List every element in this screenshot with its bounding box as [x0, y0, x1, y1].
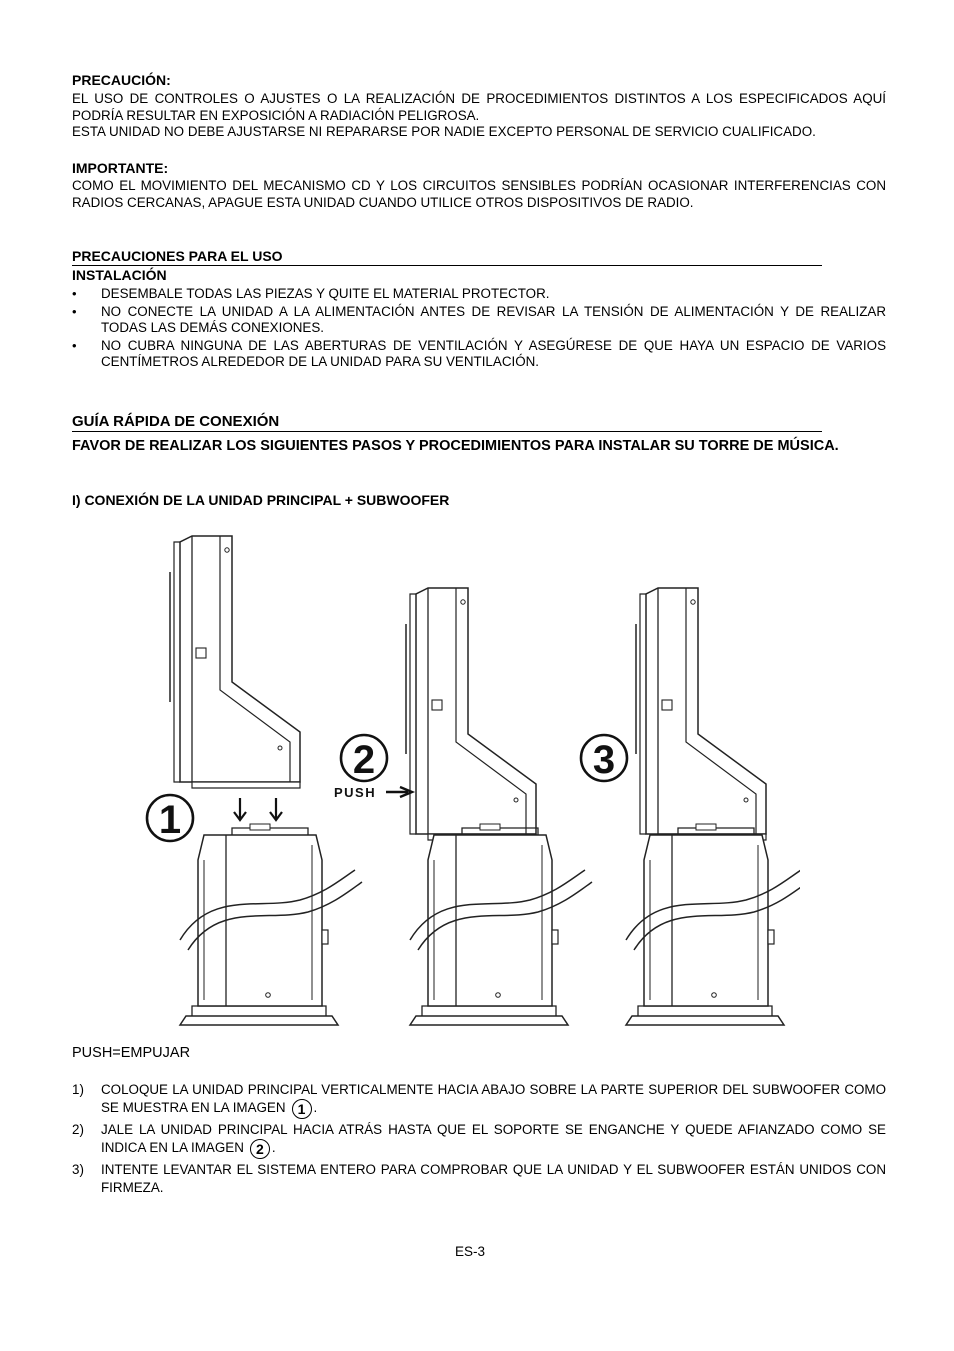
- page-number: ES-3: [454, 1244, 485, 1259]
- step-text: JALE LA UNIDAD PRINCIPAL HACIA ATRÁS HASTA QUE EL SOPORTE SE ENGANCHE Y QUEDE AFIANZADO COMO SE INDICA EN LA IMAGEN: [101, 1122, 886, 1155]
- down-arrow-icon: [270, 798, 282, 820]
- list-item: [72, 1081, 886, 1119]
- step-ref-badge: 1: [292, 1099, 312, 1119]
- precauciones-uso-heading: PRECAUCIONES PARA EL USO: [72, 248, 822, 266]
- importante-heading: IMPORTANTE:: [72, 160, 169, 176]
- list-item: • NO CUBRA NINGUNA DE LAS ABERTURAS DE VENTILACIÓN Y ASEGÚRESE DE QUE HAYA UN ESPACIO DE VARIOS CENTÍMETROS ALREDEDOR DE LA UNIDAD PARA SU VENTILACIÓN.: [72, 338, 886, 371]
- step-end: .: [313, 1100, 318, 1115]
- down-arrow-icon: [234, 798, 246, 820]
- assembly-figure: [140, 530, 800, 1040]
- guia-heading: GUÍA RÁPIDA DE CONEXIÓN: [72, 413, 822, 432]
- push-arrow-icon: [386, 787, 412, 797]
- step-2-number: 2: [352, 738, 376, 782]
- list-item: [72, 1121, 886, 1159]
- precaucion-heading: PRECAUCIÓN:: [72, 72, 171, 88]
- step-text: COLOQUE LA UNIDAD PRINCIPAL VERTICALMENTE HACIA ABAJO SOBRE LA PARTE SUPERIOR DEL SUBWOOFER COMO SE MUESTRA EN LA IMAGEN: [101, 1082, 886, 1115]
- instalacion-list: [72, 286, 886, 372]
- step-end: .: [271, 1140, 276, 1155]
- step-number: 3): [72, 1162, 84, 1177]
- list-item: • NO CONECTE LA UNIDAD A LA ALIMENTACIÓN ANTES DE REVISAR LA TENSIÓN DE ALIMENTACIÓN Y DE REALIZAR TODAS LAS DEMÁS CONEXIONES.: [72, 304, 886, 337]
- list-item: • DESEMBALE TODAS LAS PIEZAS Y QUITE EL MATERIAL PROTECTOR.: [72, 286, 886, 303]
- step-text: INTENTE LEVANTAR EL SISTEMA ENTERO PARA COMPROBAR QUE LA UNIDAD Y EL SUBWOOFER ESTÁN UNIDOS CON FIRMEZA.: [101, 1162, 886, 1195]
- step-3-number: 3: [592, 738, 616, 782]
- step-number: 1): [72, 1082, 84, 1097]
- push-legend: PUSH=EMPUJAR: [72, 1045, 191, 1061]
- step-ref-badge: 2: [250, 1139, 270, 1159]
- guia-intro: FAVOR DE REALIZAR LOS SIGUIENTES PASOS Y PROCEDIMIENTOS PARA INSTALAR SU TORRE DE MÚSICA.: [72, 438, 839, 454]
- instalacion-heading: INSTALACIÓN: [72, 267, 167, 283]
- step-1-number: 1: [158, 798, 182, 842]
- precaucion-text-2: ESTA UNIDAD NO DEBE AJUSTARSE NI REPARARSE POR NADIE EXCEPTO PERSONAL DE SERVICIO CUALIFICADO.: [72, 124, 816, 139]
- section-heading: I) CONEXIÓN DE LA UNIDAD PRINCIPAL + SUBWOOFER: [72, 492, 450, 508]
- importante-text: COMO EL MOVIMIENTO DEL MECANISMO CD Y LOS CIRCUITOS SENSIBLES PODRÍAN OCASIONAR INTERFERENCIAS CON RADIOS CERCANAS, APAGUE ESTA UNIDAD CUANDO UTILICE OTROS DISPOSITIVOS DE RADIO.: [72, 178, 886, 210]
- precaucion-text-1: EL USO DE CONTROLES O AJUSTES O LA REALIZACIÓN DE PROCEDIMIENTOS DISTINTOS A LOS ESPECIFICADOS AQUÍ PODRÍA RESULTAR EN EXPOSICIÓN A RADIACIÓN PELIGROSA.: [72, 91, 886, 123]
- steps-list: [72, 1081, 886, 1199]
- push-label: PUSH: [334, 785, 377, 800]
- list-item: [72, 1161, 886, 1197]
- step-number: 2): [72, 1122, 84, 1137]
